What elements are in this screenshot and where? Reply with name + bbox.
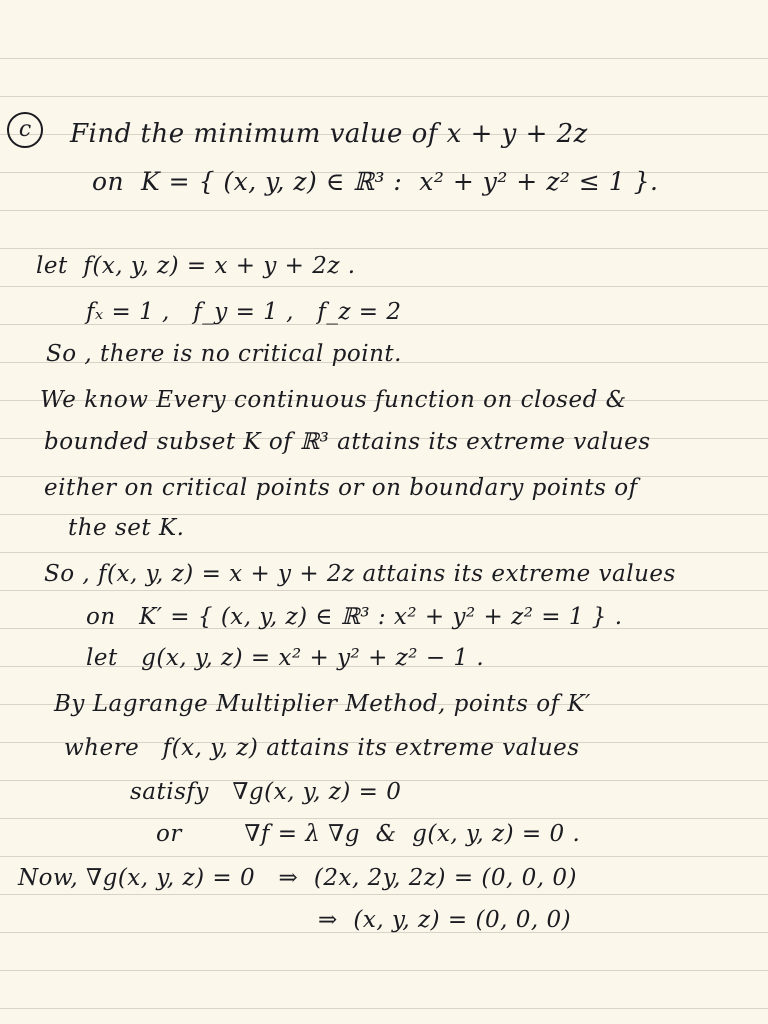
problem-label: c bbox=[7, 112, 43, 148]
solution-line-16: ⇒ (x, y, z) = (0, 0, 0) bbox=[318, 907, 572, 933]
solution-line-7: the set K. bbox=[68, 515, 185, 541]
solution-line-15: Now, ∇g(x, y, z) = 0 ⇒ (2x, 2y, 2z) = (0, 0, 0) bbox=[18, 865, 578, 891]
solution-line-1: let f(x, y, z) = x + y + 2z . bbox=[36, 253, 356, 279]
solution-line-14: or ∇f = λ ∇g & g(x, y, z) = 0 . bbox=[156, 821, 581, 847]
solution-line-10: let g(x, y, z) = x² + y² + z² − 1 . bbox=[86, 645, 485, 671]
solution-line-9: on K′ = { (x, y, z) ∈ ℝ³ : x² + y² + z² = 1 } . bbox=[86, 604, 623, 630]
solution-line-12: where f(x, y, z) attains its extreme values bbox=[64, 735, 580, 761]
solution-line-8: So , f(x, y, z) = x + y + 2z attains its extreme values bbox=[44, 561, 676, 587]
solution-line-2: fₓ = 1 , f_y = 1 , f_z = 2 bbox=[86, 299, 402, 325]
solution-line-11: By Lagrange Multiplier Method, points of K′ bbox=[54, 691, 591, 717]
solution-line-3: So , there is no critical point. bbox=[46, 341, 402, 367]
problem-statement-line-2: on K = { (x, y, z) ∈ ℝ³ : x² + y² + z² ≤ 1 }. bbox=[92, 167, 659, 196]
solution-line-6: either on critical points or on boundary points of bbox=[44, 475, 638, 501]
problem-statement-line-1: Find the minimum value of x + y + 2z bbox=[70, 119, 588, 149]
solution-line-4: We know Every continuous function on closed & bbox=[40, 387, 627, 413]
solution-line-5: bounded subset K of ℝ³ attains its extreme values bbox=[44, 429, 651, 455]
solution-line-13: satisfy ∇g(x, y, z) = 0 bbox=[130, 779, 402, 805]
